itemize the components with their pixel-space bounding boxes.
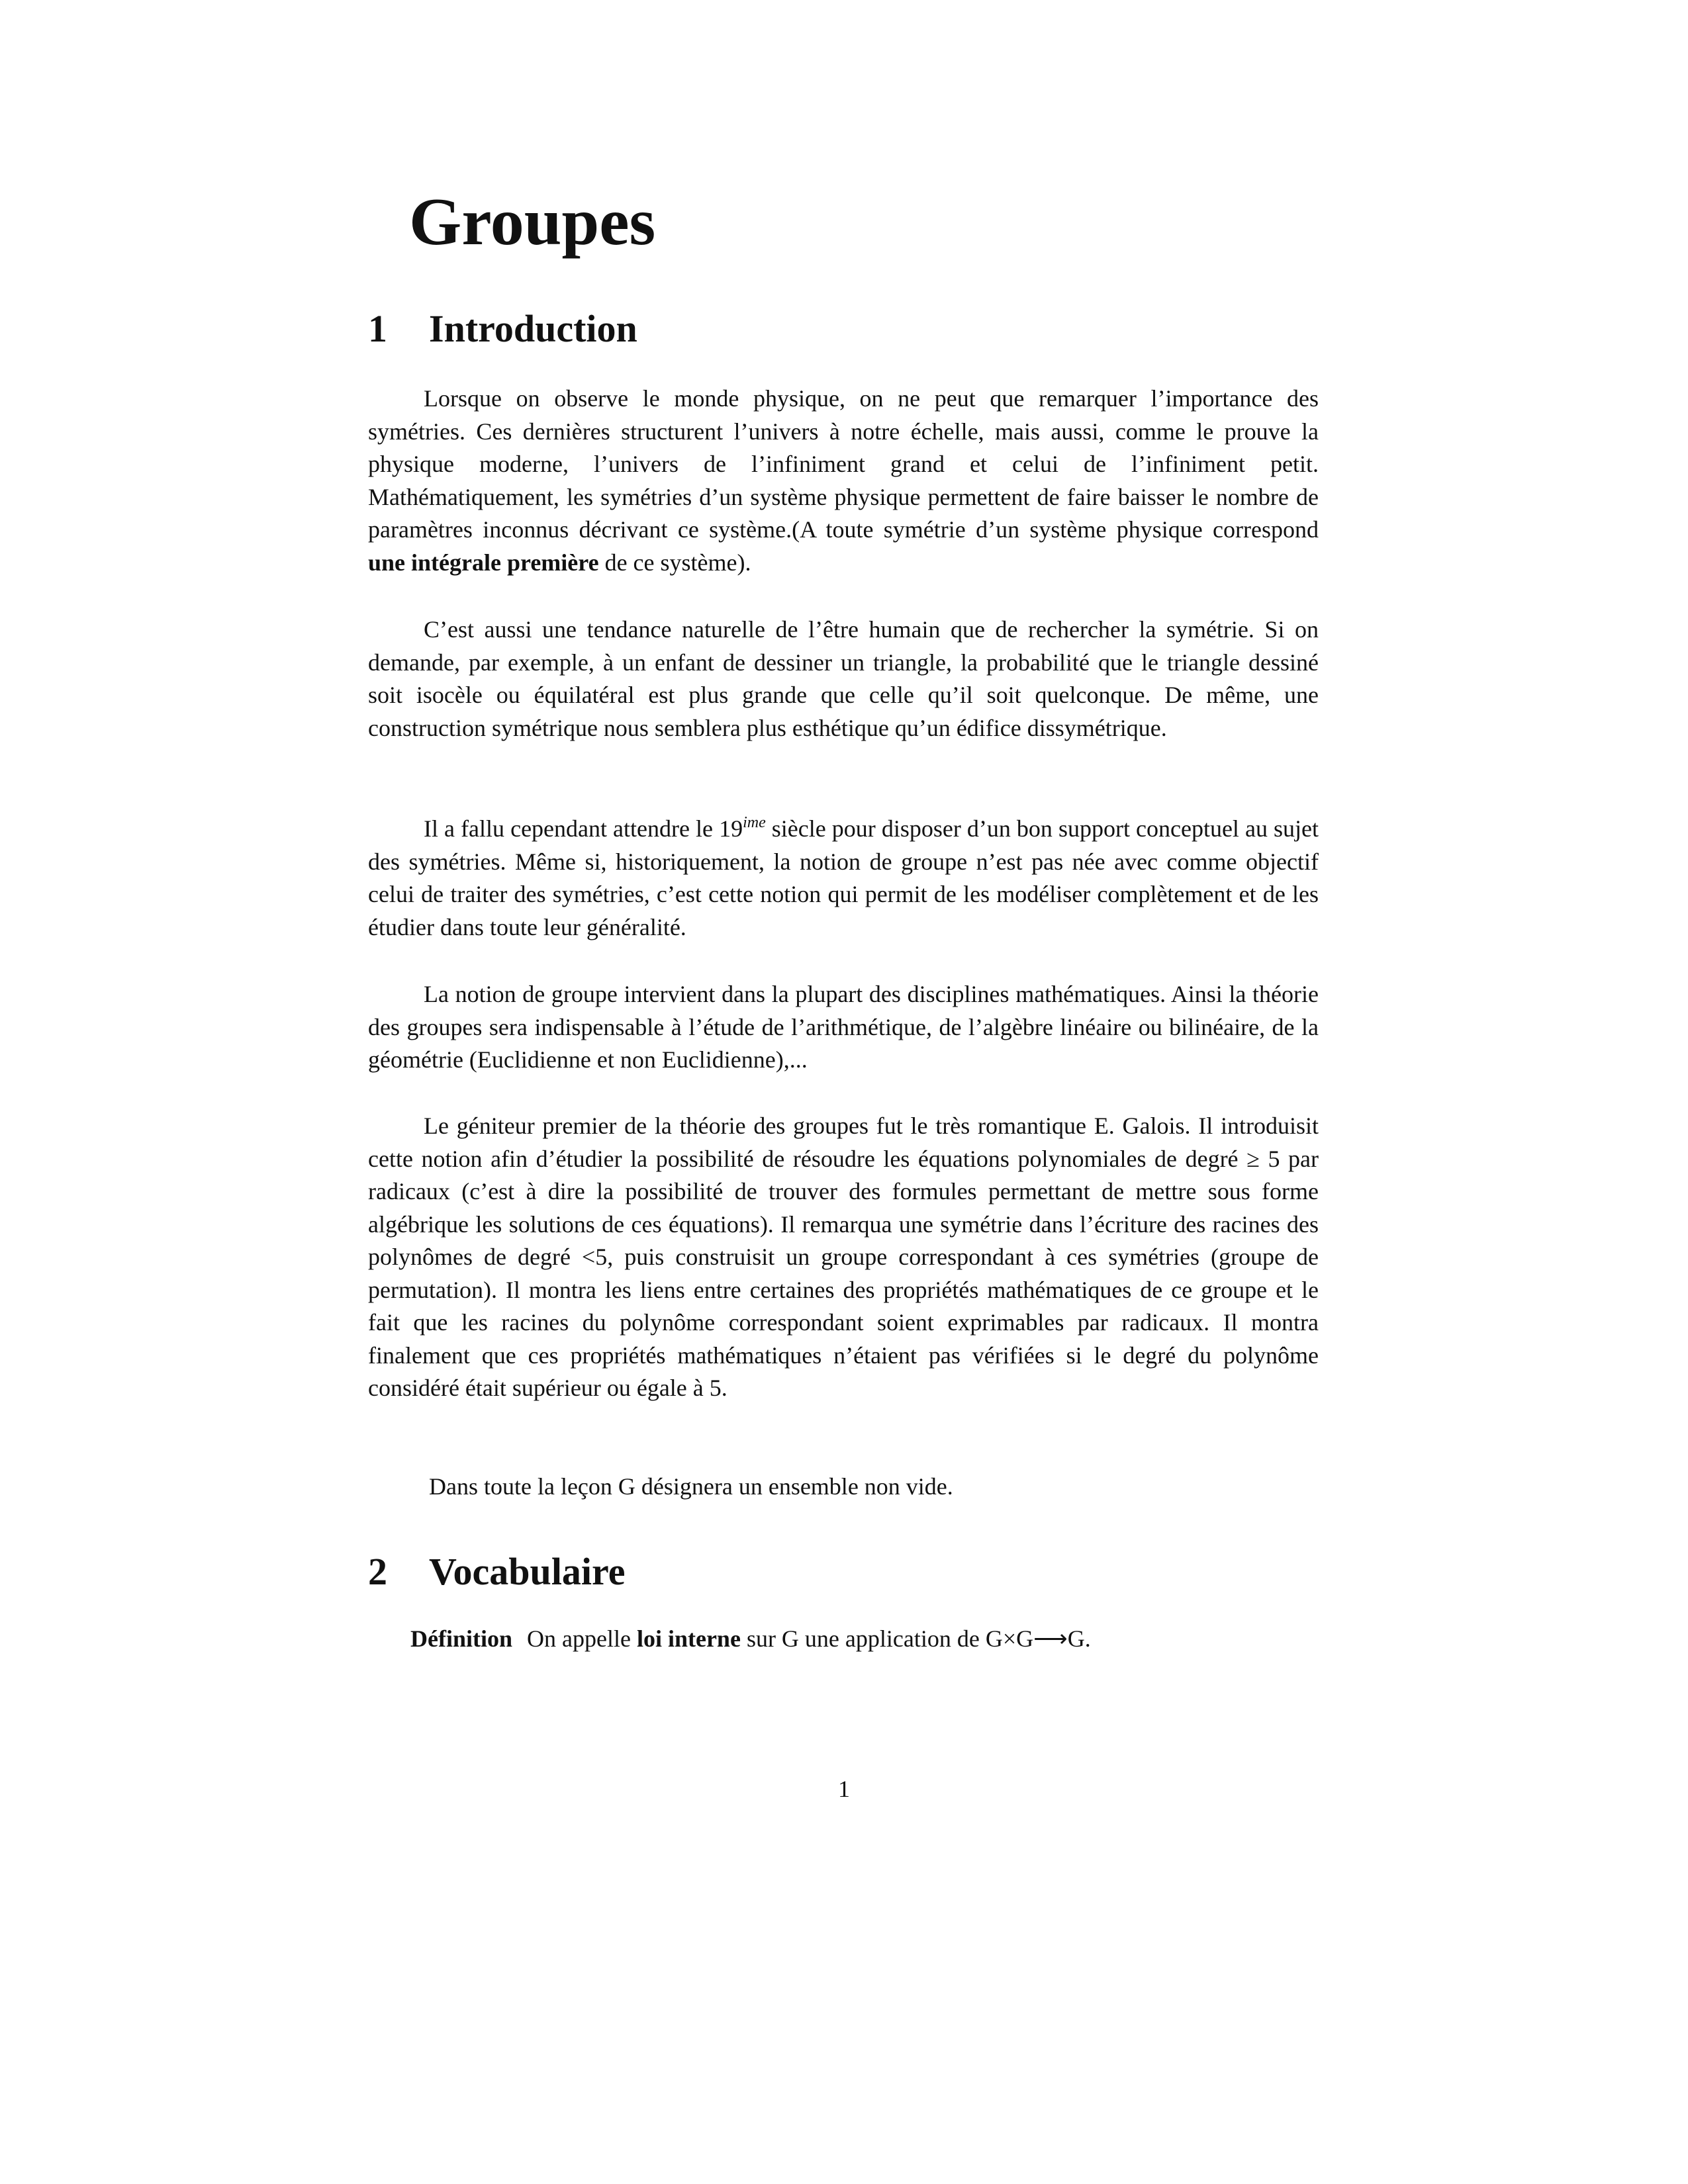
paragraph-text: siècle pour disposer d’un bon support conceptuel au sujet des symétries. Même si, historiquement, la notion de groupe n’est pas née avec comme objectif celui de traiter des symétries, c’est cette notion qui permit de les modéliser complètement et de les étudier dans toute leur généralité. [368,815,1319,940]
paragraph-text: Lorsque on observe le monde physique, on ne peut que remarquer l’importance des symétries. Ces dernières structurent l’univers à notre échelle, mais aussi, comme le prouve la physique moderne, l’univers de l’infiniment grand et celui de l’infiniment petit. Mathématiquement, les symétries d’un système physique permettent de faire baisser le nombre de paramètres inconnus décrivant ce système.(A toute symétrie d’un système physique correspond [368,385,1319,543]
bold-term: une intégrale première [368,549,599,576]
greater-equal-symbol: ≥ [1246,1145,1260,1172]
paragraph-symmetry-physics [368,383,1319,579]
section-number: 1 [368,307,387,350]
paragraph-disciplines: La notion de groupe intervient dans la plupart des disciplines mathématiques. Ainsi la théorie des groupes sera indispensable à l’étude de l’arithmétique, de l’algèbre linéaire ou bilinéaire, de la géométrie (Euclidienne et non Euclidienne),... [368,981,1319,1073]
section-heading-introduction [368,307,637,350]
paragraph-text: 5 par radicaux (c’est à dire la possibilité de trouver des formules permettant de mettre sous forme algébrique les solutions de ces équations). Il remarqua une symétrie dans l’écriture des racines des polynômes de degré <5, puis construisit un groupe correspondant à ces symétries (groupe de permutation). Il montra les liens entre certaines des propriétés mathématiques de ce groupe et le fait que les racines du polynôme correspondant soient exprimables par radicaux. Il montra finalement que ces propriétés mathématiques n’étaient pas vérifiées si le degré du polynôme considéré était supérieur ou égale à 5. [368,1145,1319,1401]
paragraph-text: Le géniteur premier de la théorie des groupes fut le très romantique E. Galois. Il introduisit cette notion afin d’étudier la possibilité de résoudre les équations polynomiales de degré [368,1113,1319,1172]
paragraph-history [368,813,1319,944]
page-number: 1 [838,1776,850,1802]
definition-text: On appelle [527,1625,637,1652]
definition-loi-interne [410,1623,1091,1656]
definition-text: sur G une application de G×G⟶G. [740,1625,1091,1652]
superscript: ime [743,814,766,831]
paragraph-text: de ce système). [598,549,751,576]
document-title: Groupes [409,185,656,259]
section-number: 2 [368,1550,387,1593]
section-title: Vocabulaire [429,1550,626,1593]
definition-label: Définition [410,1625,513,1652]
section-title: Introduction [429,307,637,350]
paragraph-human-tendency: C’est aussi une tendance naturelle de l’être humain que de rechercher la symétrie. Si on demande, par exemple, à un enfant de dessiner un triangle, la probabilité que le triangle dessiné soit isocèle ou équilatéral est plus grande que celle qu’il soit quelconque. De même, une construction symétrique nous semblera plus esthétique qu’un édifice dissymétrique. [368,616,1319,741]
definition-term: loi interne [636,1625,741,1652]
paragraph-lesson-note: Dans toute la leçon G désignera un ensemble non vide. [429,1473,953,1500]
paragraph-galois [368,1110,1319,1405]
section-heading-vocabulaire [368,1550,626,1593]
paragraph-text: Il a fallu cependant attendre le 19 [424,815,743,842]
